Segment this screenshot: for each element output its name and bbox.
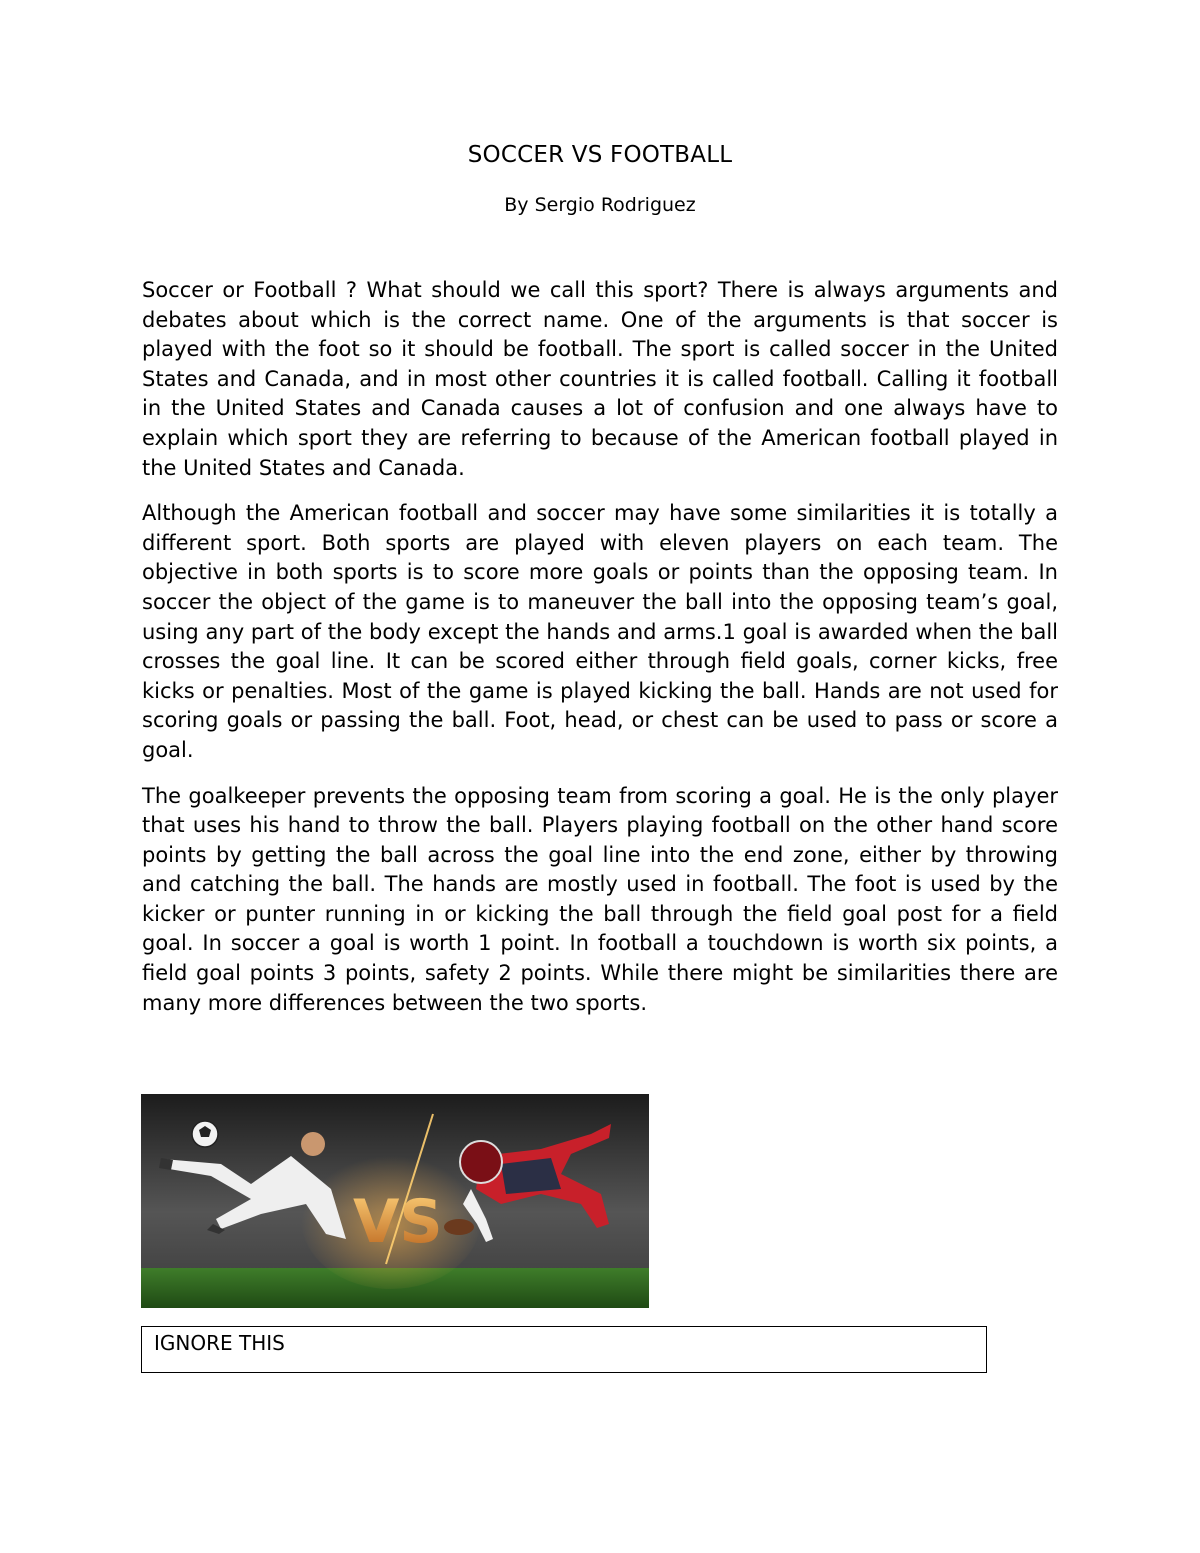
paragraph-3: The goalkeeper prevents the opposing team from scoring a goal. He is the only player that uses his hand to throw the ball. Players playing football on the other hand score points by getting the ball across the goal line into the end zone, either by throwing and catching the ball. The hands are mostly used in football. The foot is used by the kicker or punter running in or kicking the ball through the field goal post for a field goal. In soccer a goal is worth 1 point. In football a touchdown is worth six points, a field goal points 3 points, safety 2 points. While there might be similarities there are many more differences between the two sports. — [142, 783, 1058, 1015]
text-box — [141, 1326, 987, 1373]
paragraph-1: Soccer or Football ? What should we call this sport? There is always arguments and debates about which is the correct name. One of the arguments is that soccer is played with the foot so it should be football. The sport is called soccer in the United States and Canada, and in most other countries it is called football. Calling it football in the United States and Canada causes a lot of confusion and one always have to explain which sport they are referring to because of the American football played in the United States and Canada. — [142, 278, 1058, 480]
vs-text: VS — [353, 1187, 443, 1257]
paragraph-2: Although the American football and soccer may have some similarities it is totally a different sport. Both sports are played with eleven players on each team. The objective in both sports is to score more goals or points than the opposing team. In soccer the object of the game is to maneuver the ball into the opposing team’s goal, using any part of the body except the hands and arms.1 goal is awarded when the ball crosses the goal line. It can be scored either through field goals, corner kicks, free kicks or penalties. Most of the game is played kicking the ball. Hands are not used for scoring goals or passing the ball. Foot, head, or chest can be used to pass or score a goal. — [142, 501, 1058, 762]
hero-illustration — [141, 1094, 649, 1308]
article-body — [142, 276, 1058, 1034]
author-byline: By Sergio Rodriguez — [504, 194, 696, 216]
soccer-vs-football-image — [141, 1094, 649, 1308]
box-text: IGNORE THIS — [154, 1331, 285, 1355]
page-title: SOCCER VS FOOTBALL — [467, 142, 733, 168]
helmet-icon — [460, 1141, 502, 1183]
football-icon — [444, 1219, 474, 1235]
